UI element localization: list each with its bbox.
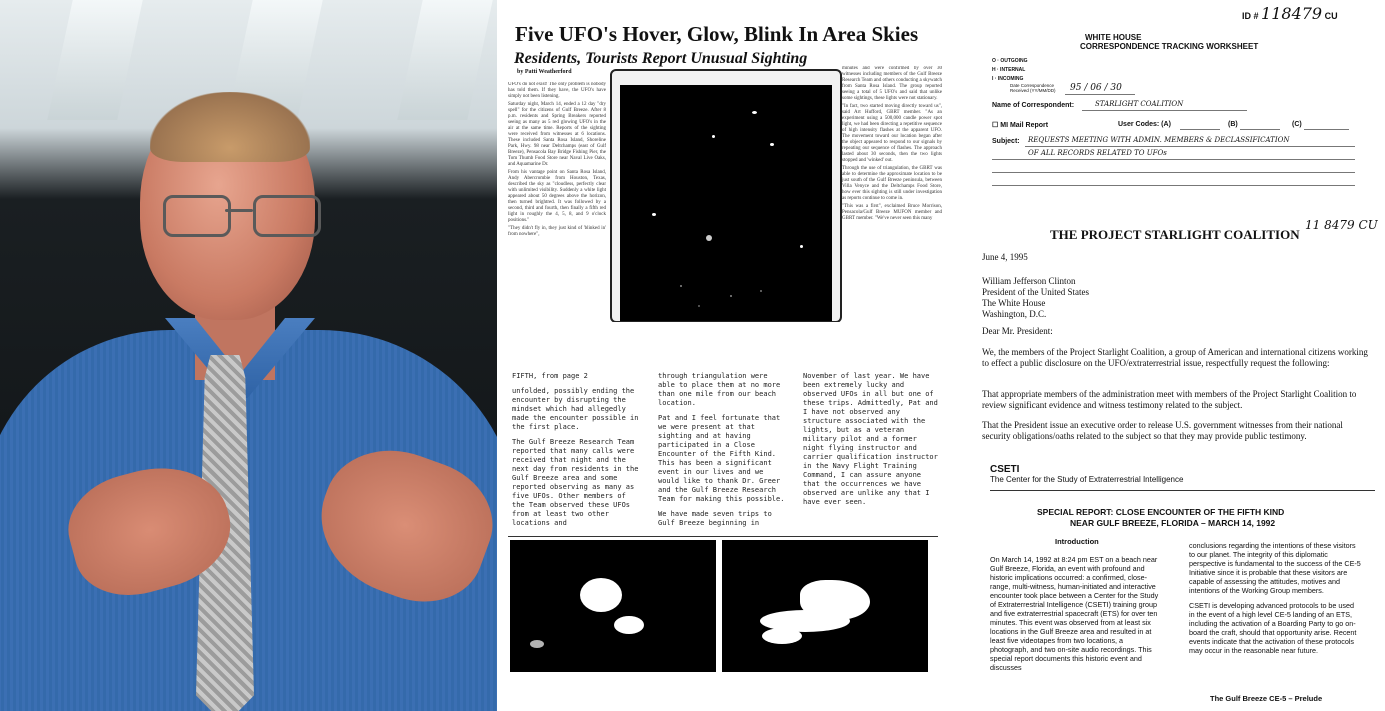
ceiling-light — [397, 0, 493, 120]
intro-heading: Introduction — [1055, 537, 1099, 546]
report-title: SPECIAL REPORT: CLOSE ENCOUNTER OF THE FIFTH KIND — [1037, 507, 1285, 517]
typed-paragraph: unfolded, possibly ending the encounter by disrupting the mindset which had allegedly made the encounter possible in the first place. — [512, 387, 639, 431]
typed-paragraph: The Gulf Breeze Research Team reported that many calls were received that night and the next day from residents in the Gulf Breeze area and some reported observing as many as five UFOs. Other members of the Team observed these UFOs from at least two other locations and — [512, 438, 639, 527]
typed-column-3 — [803, 372, 938, 513]
handwritten-number: 11 8479 CU — [1305, 218, 1378, 232]
article-column-right: minutes and were confirmed by over 30 witnesses including members of the Gulf Breeze Research Team and others conducting a skywatch from Santa Rosa Island. The group reported seeing a total of 5 UFO's and said that unlike some sightings, these lights were not stationary. "In fact, two started moving directly toward us", said Art Hufford, GBRT member. "As an experiment using a 500,000 candle power spot light, we had been directing a repetitive sequence of high intensity flashes at the apparent UFO. The movement toward our location began after the object appeared to respond to our signals by repeating our sequence of flashes. The approach lasted about 30 seconds, then the two lights stopped and 'winked' out. Through the use of triangulation, the GBRT was able to determine the approximate location to be just south of the Gulf Breeze peninsula, between Villa Venyce and the Deltchamps Food Store, how ever this sighting is still under investigation as reports continue to come in. "This was a first", exclaimed Bruce Morrison, Pensacola/Gulf Breeze MUFON member and GBRT member. "We've never seen this many — [842, 66, 942, 221]
cseti-logo: CSETI — [990, 464, 1020, 475]
correspondence-worksheet — [970, 0, 1380, 210]
correspondent-label: Name of Correspondent: — [992, 102, 1075, 109]
worksheet-id-handwritten: 118479 — [1261, 4, 1323, 23]
starlight-letter — [975, 215, 1380, 465]
letter-date: June 4, 1995 — [982, 252, 1028, 262]
subheadline: Residents, Tourists Report Unusual Sighting — [514, 50, 808, 67]
typed-paragraph: November of last year. We have been extremely lucky and observed UFOs in all but one of these trips. Admittedly, Pat and I have not observed any structure associated with the lights, but as a veteran military pilot and a former night flying instructor and carrier qualification instructor in the Navy Flight Training Command, I can assure anyone that the occurrences we have observed are unlike any that I have ever seen. — [803, 372, 938, 506]
report-column-left: On March 14, 1992 at 8:24 pm EST on a beach near Gulf Breeze, Florida, an event with profound and historic implications occurred: a confirmed, close-range, multi-witness, human-initiated and interactive encounter took place between a Center for the Study of Extraterrestrial Intelligence (CSETI) training group and five extraterrestrial spacecraft (ETS) for over ten minutes. This event was observed from at least six locations in the Gulf Breeze area and resulted in at least five videotapes from two locations, a photograph, and two on-site audio recordings. This special report documents this historic event and discusses — [990, 555, 1159, 672]
divider — [508, 536, 938, 537]
letter-paragraph: That appropriate members of the administration meet with members of the Project Starlight Coalition to review significant evidence and witness testimony related to the subject. — [982, 389, 1357, 410]
user-codes: User Codes: (A) — [1118, 121, 1171, 128]
prelude-heading: The Gulf Breeze CE-5 – Prelude — [1210, 694, 1323, 703]
article-column-left: UFO's do not exist! The only problem is nobody has told them. If they have, the UFO's have simply not been listening. Saturday night, March 14, ended a 12 day "dry spell" for the citizens of Gulf Breeze. After 8 p.m. residents and Spring Breakers reported seeing as many as 5 red glowing UFO's in the air at the same time. Reports of the sighting were received from witnesses at 6 locations. These included Santa Rosa Island, Shoreline Park, Hwy. 98 near Deltchamps (east of Gulf Breeze), Pensacola Bay Bridge Fishing Pier, the Tom Thumb Food Store near Naval Live Oaks, and Aquamarine Dr. From his vantage point on Santa Rosa Island, Andy Abercrombie from Houston, Texas, described the sky as "cloudless, perfectly clear with unlimited visibility. Suddenly a white light appeared about 50 degrees above the horizon, then turned brightred. It was followed by a second, third and fourth, then finally a fifth red light in roughly the 4, 5, 8, and 9 o'clock positions." "They didn't fly in, they just kind of 'blinked in' from nowhere", — [508, 82, 606, 237]
typed-column-2 — [658, 372, 786, 534]
ufo-photo-left — [510, 540, 716, 672]
byline: by Patti Weatherford — [517, 69, 572, 75]
typed-paragraph: We have made seven trips to Gulf Breeze beginning in — [658, 510, 772, 527]
letter-paragraph: We, the members of the Project Starlight Coalition, a group of American and international citizens working to effect a public disclosure on the UFO/extraterrestrial issue, respectfully request the following: — [982, 347, 1368, 368]
ceiling-light — [47, 0, 143, 120]
typed-article-clipping — [500, 360, 945, 680]
mail-report: ☐ MI Mail Report — [992, 122, 1049, 129]
continued-label: FIFTH, from page 2 — [512, 372, 588, 380]
night-sky-photo — [610, 69, 842, 322]
subject-line-1: REQUESTS MEETING WITH ADMIN. MEMBERS & DECLASSIFICATION — [1028, 136, 1290, 144]
checkbox-outgoing: O · OUTGOING — [992, 58, 1028, 64]
correspondent-value: STARLIGHT COALITION — [1095, 100, 1184, 108]
ufo-photo-right — [722, 540, 928, 672]
eyeglasses — [163, 195, 323, 237]
hair — [150, 92, 310, 162]
typed-column-1 — [512, 372, 640, 534]
date-value: 95 / 06 / 30 — [1070, 83, 1122, 93]
subject-line-2: OF ALL RECORDS RELATED TO UFOs — [1028, 149, 1167, 157]
divider — [990, 490, 1375, 491]
cseti-report — [985, 462, 1380, 711]
cseti-org-name: The Center for the Study of Extraterrestrial Intelligence — [990, 475, 1184, 484]
letter-address: William Jefferson Clinton President of the United States The White House Washington, D.C. — [982, 276, 1089, 319]
report-subtitle: NEAR GULF BREEZE, FLORIDA – MARCH 14, 1992 — [1070, 518, 1276, 528]
checkbox-incoming: I · INCOMING — [992, 76, 1024, 82]
worksheet-subtitle: CORRESPONDENCE TRACKING WORKSHEET — [1080, 42, 1259, 51]
letter-paragraph: That the President issue an executive order to release U.S. government witnesses from their national security obligations/oaths related to the subject so that they may provide public testimony. — [982, 420, 1343, 441]
letter-title: THE PROJECT STARLIGHT COALITION — [1050, 227, 1300, 242]
user-code-c: (C) — [1292, 121, 1302, 128]
typed-paragraph: Pat and I feel fortunate that we were present at that sighting and at having participated in a Close Encounter of the Fifth Kind. This has been a significant event in our lives and we would like to thank Dr. Greer and the Gulf Breeze Research Team for making this possible. — [658, 414, 785, 503]
speaker-photo — [0, 0, 497, 711]
letter-salutation: Dear Mr. President: — [982, 326, 1053, 336]
newspaper-clipping — [500, 14, 955, 322]
headline: Five UFO's Hover, Glow, Blink In Area Skies — [515, 22, 919, 46]
report-column-right: conclusions regarding the intentions of these visitors to our planet. The integrity of this diplomatic perspective is fundamental to the success of the CE-5 Initiative since it is probable that these visitors are capable of assessing the attitudes, motives and intentions of the Working Group members. CSETI is developing advanced protocols to be used in the event of a high level CE-5 landing of an ETS, including the activation of a Boarding Party to go on-board the craft, should that opportunity arise. Recent events indicate that the activation of these protocols may occur in the reasonable near future. — [1189, 541, 1361, 655]
worksheet-title: WHITE HOUSE — [1085, 33, 1142, 42]
worksheet-id: ID # 118479 CU — [1242, 4, 1338, 23]
date-label: Date Correspondence Received (YY/MM/DD) — [1010, 83, 1056, 93]
checkbox-internal: H · INTERNAL — [992, 67, 1026, 73]
subject-label: Subject: — [992, 138, 1020, 145]
typed-paragraph: through triangulation were able to place them at no more than one mile from our beach location. — [658, 372, 781, 407]
user-code-b: (B) — [1228, 121, 1238, 128]
